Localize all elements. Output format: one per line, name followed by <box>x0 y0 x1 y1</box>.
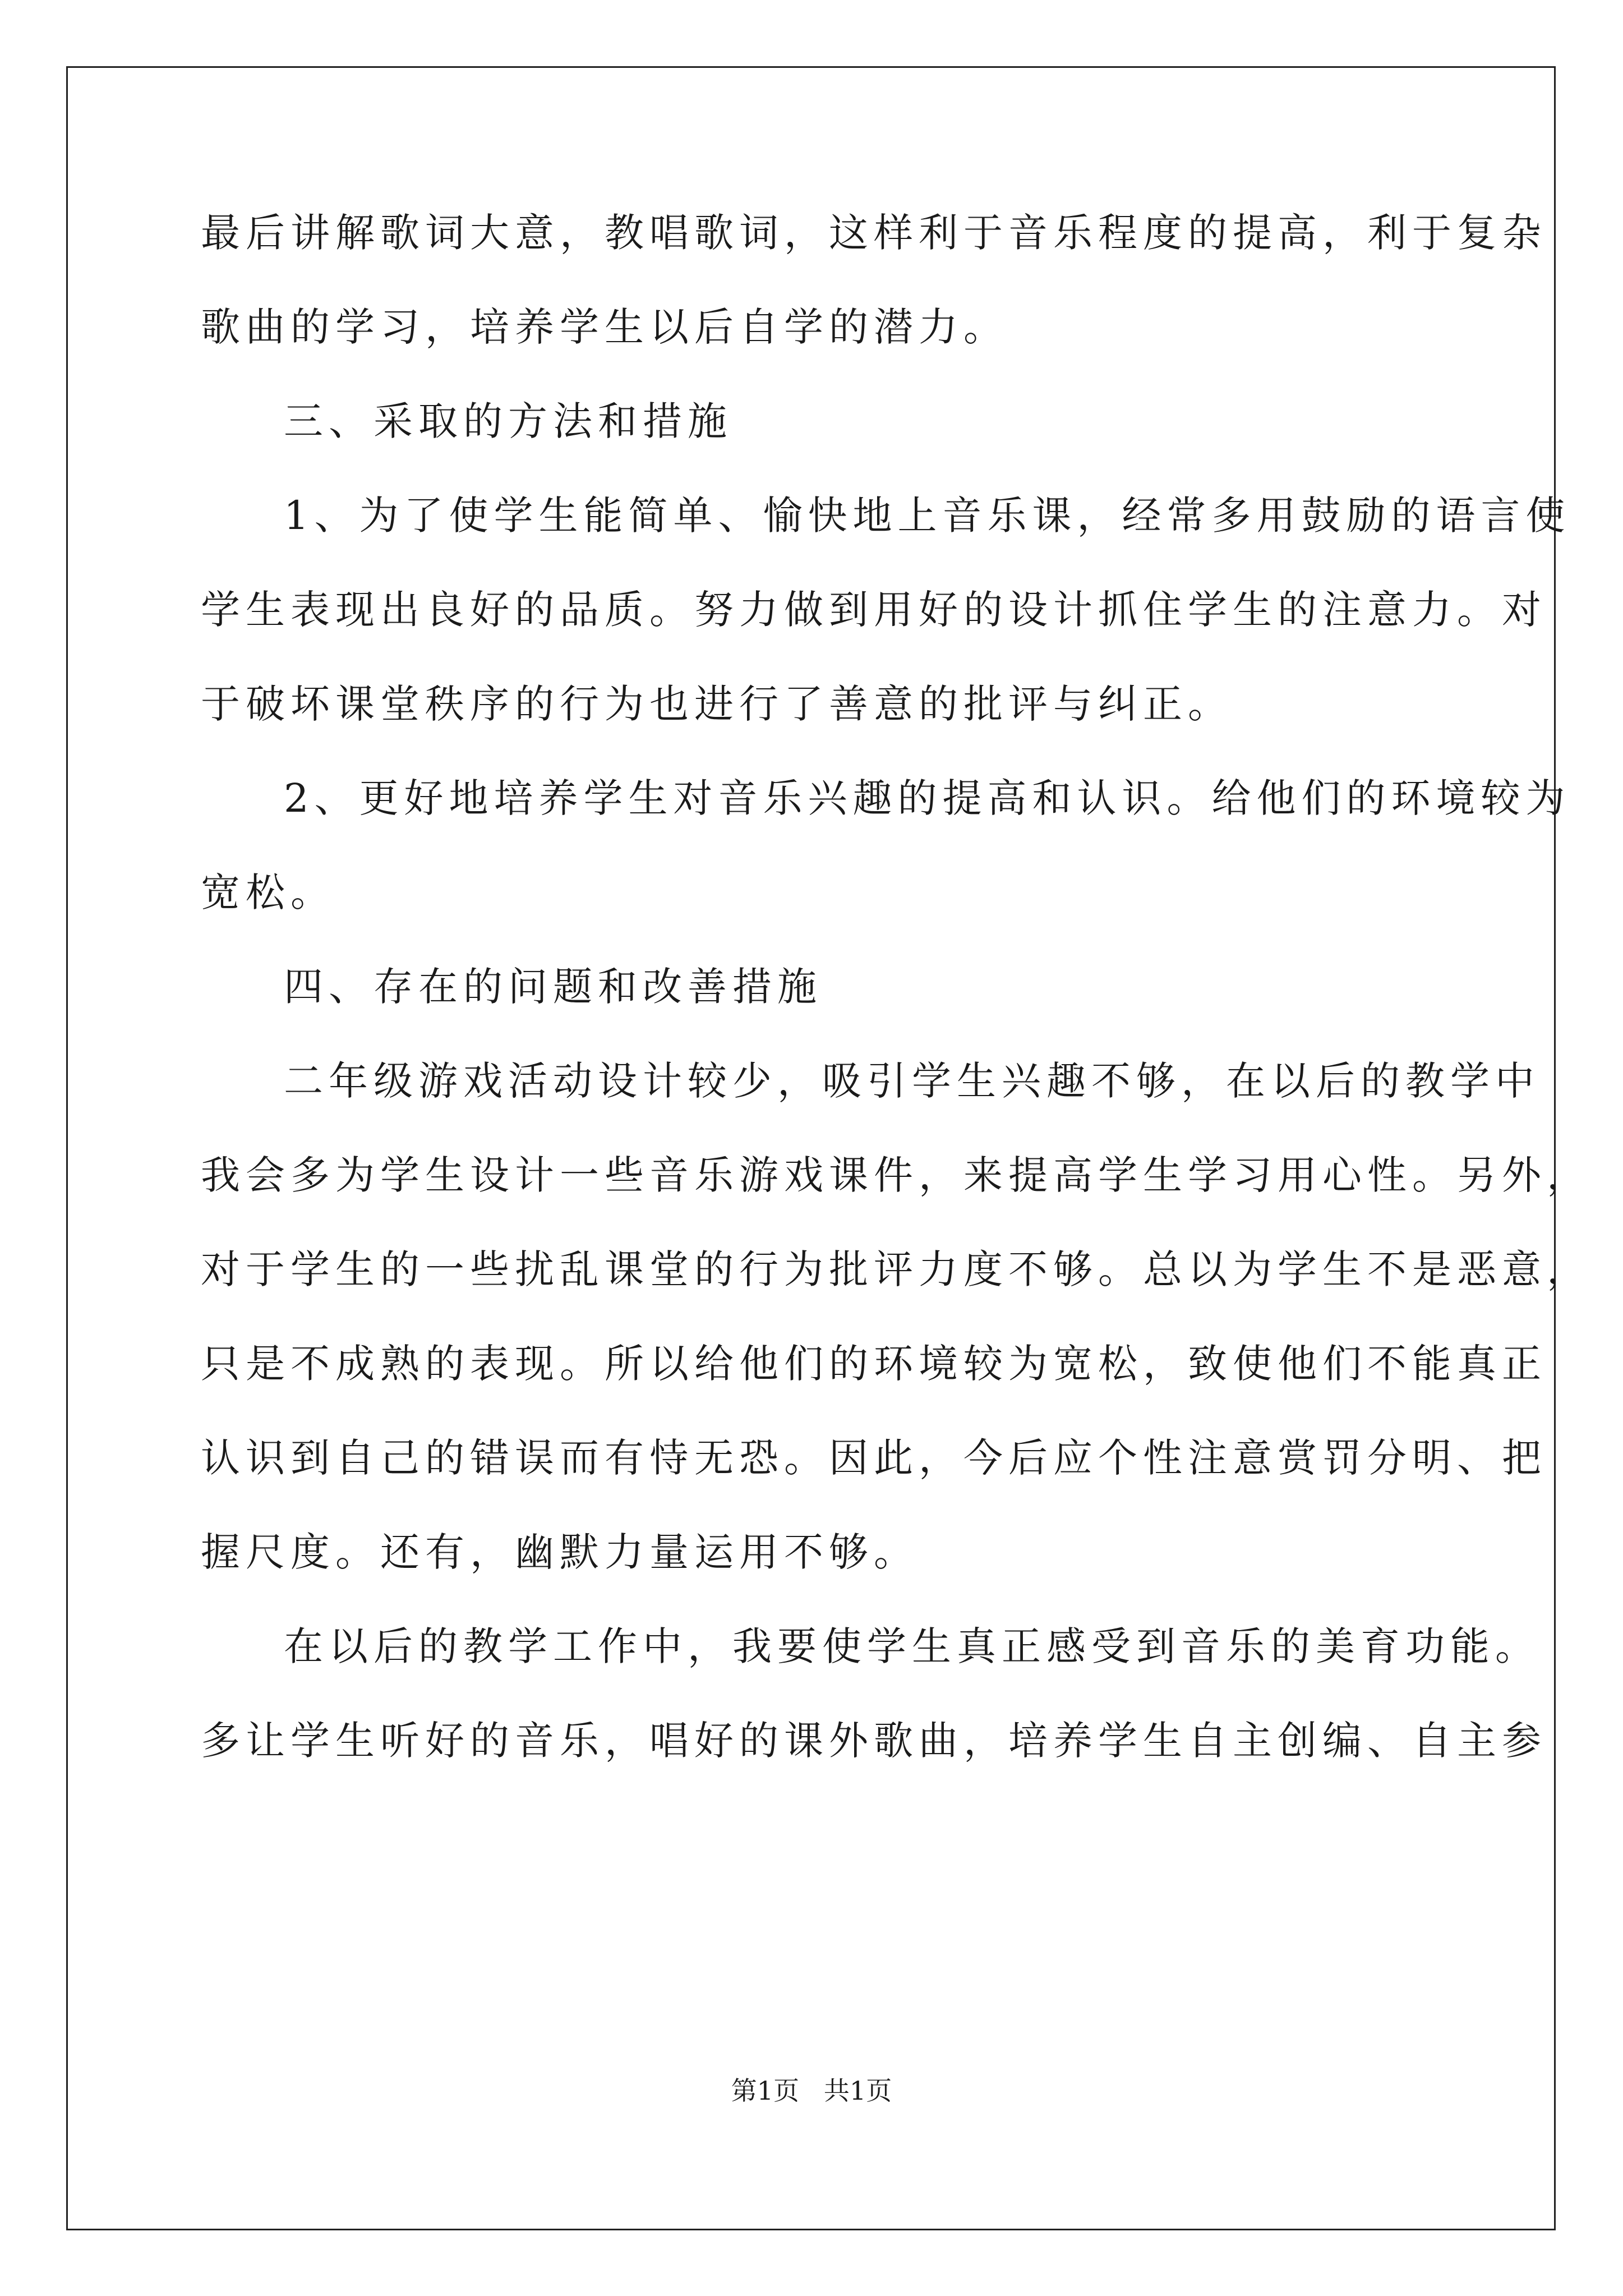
text-line: 2、更好地培养学生对音乐兴趣的提高和认识。给他们的环境较为 <box>284 775 1571 821</box>
text-line: 在以后的教学工作中，我要使学生真正感受到音乐的美育功能。 <box>284 1623 1540 1669</box>
text-line: 最后讲解歌词大意，教唱歌词，这样利于音乐程度的提高，利于复杂 <box>201 210 1547 256</box>
section-heading-4: 四、存在的问题和改善措施 <box>284 964 822 1010</box>
text-line: 认识到自己的错误而有恃无恐。因此，今后应个性注意赏罚分明、把 <box>201 1435 1547 1481</box>
text-line: 学生表现出良好的品质。努力做到用好的设计抓住学生的注意力。对 <box>201 587 1547 633</box>
page-footer: 第1页 共1页 <box>731 2076 892 2106</box>
text-line: 对于学生的一些扰乱课堂的行为批评力度不够。总以为学生不是恶意， <box>201 1246 1592 1292</box>
text-line: 于破坏课堂秩序的行为也进行了善意的批评与纠正。 <box>201 681 1233 727</box>
text-line: 二年级游戏活动设计较少，吸引学生兴趣不够，在以后的教学中 <box>284 1058 1540 1104</box>
page-border <box>66 66 1556 2230</box>
text-line: 宽松。 <box>201 869 335 915</box>
text-line: 多让学生听好的音乐，唱好的课外歌曲，培养学生自主创编、自主参 <box>201 1718 1547 1764</box>
text-line: 歌曲的学习，培养学生以后自学的潜力。 <box>201 304 1008 350</box>
section-heading-3: 三、采取的方法和措施 <box>284 398 732 444</box>
text-line: 我会多为学生设计一些音乐游戏课件，来提高学生学习用心性。另外， <box>201 1152 1592 1198</box>
text-line: 握尺度。还有，幽默力量运用不够。 <box>201 1529 919 1575</box>
text-line: 1、为了使学生能简单、愉快地上音乐课，经常多用鼓励的语言使 <box>284 493 1571 539</box>
text-line: 只是不成熟的表现。所以给他们的环境较为宽松，致使他们不能真正 <box>201 1341 1547 1387</box>
